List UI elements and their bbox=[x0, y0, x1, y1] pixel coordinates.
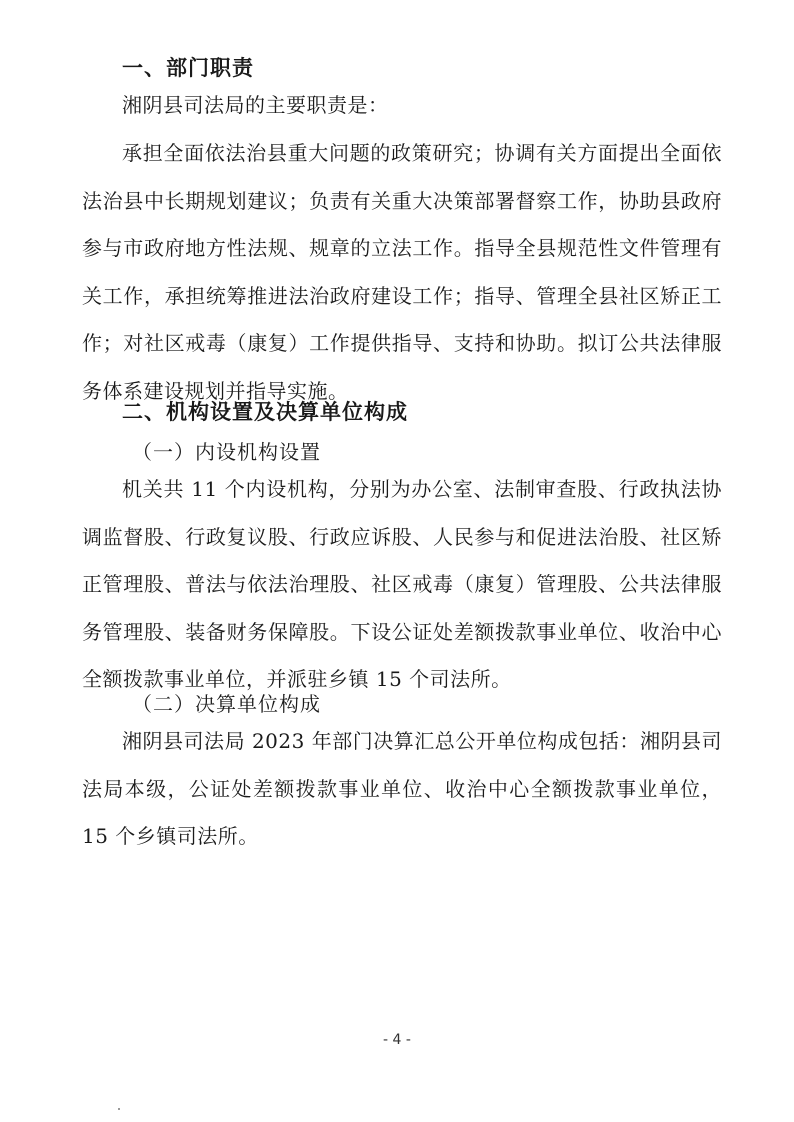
section-heading-duties: 一、部门职责 bbox=[122, 56, 254, 80]
section-heading-organization: 二、机构设置及决算单位构成 bbox=[122, 400, 408, 424]
page-number: - 4 - bbox=[383, 1032, 411, 1048]
subsection-heading-internal-units: （一）内设机构设置 bbox=[132, 440, 321, 464]
scan-artifact-dot bbox=[118, 1108, 120, 1110]
accounting-units-body: 湘阴县司法局 2023 年部门决算汇总公开单位构成包括：湘阴县司法局本级，公证处差额拨款事业单位、收治中心全额拨款事业单位，15 个乡镇司法所。 bbox=[82, 729, 722, 848]
duties-intro: 湘阴县司法局的主要职责是： bbox=[122, 93, 389, 117]
internal-units-body: 机关共 11 个内设机构，分别为办公室、法制审查股、行政执法协调监督股、行政复议股、行政应诉股、人民参与和促进法治股、社区矫正管理股、普法与依法治理股、社区戒毒（康复）管理股、公共法律服务管理股、装备财务保障股。下设公证处差额拨款事业单位、收治中心全额拨款事业单位，并派驻乡镇 15 个司法所。 bbox=[82, 477, 722, 691]
duties-body: 承担全面依法治县重大问题的政策研究；协调有关方面提出全面依法治县中长期规划建议；负责有关重大决策部署督察工作，协助县政府参与市政府地方性法规、规章的立法工作。指导全县规范性文件管理有关工作，承担统筹推进法治政府建设工作；指导、管理全县社区矫正工作；对社区戒毒（康复）工作提供指导、支持和协助。拟订公共法律服务体系建设规划并指导实施。 bbox=[82, 141, 722, 403]
subsection-heading-accounting-units: （二）决算单位构成 bbox=[132, 692, 321, 716]
